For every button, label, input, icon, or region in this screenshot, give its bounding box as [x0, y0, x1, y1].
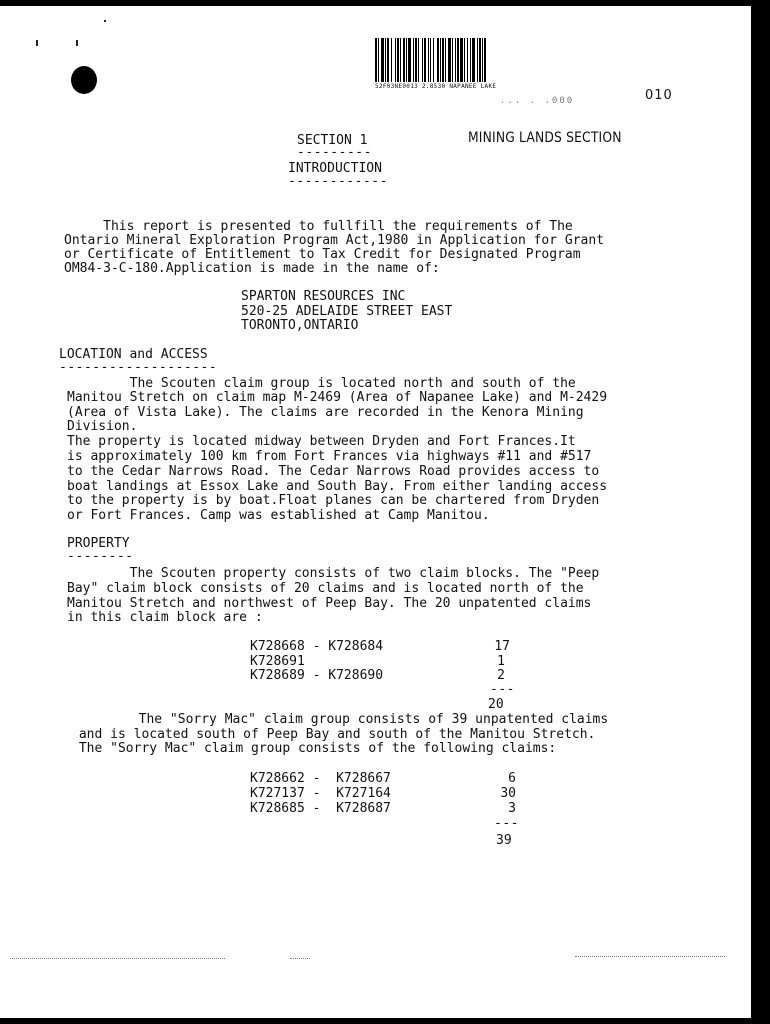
property-heading: PROPERTY — [67, 536, 130, 551]
location-line: is approximately 100 km from Fort Frances via highways #11 and #517 — [67, 449, 592, 464]
claim-range: K728662 - K728667 — [250, 771, 391, 786]
claim-count: 1 — [497, 654, 505, 669]
claim-range: K728691 — [250, 654, 305, 669]
location-line: Division. — [67, 419, 138, 434]
location-line: The Scouten claim group is located north and south of the — [67, 376, 576, 391]
intro-line: or Certificate of Entitlement to Tax Credit for Designated Program — [64, 247, 581, 262]
total-rule: --- — [494, 816, 519, 831]
sorry-mac-line: The "Sorry Mac" claim group consists of 39 unpatented claims — [76, 712, 609, 727]
intro-line: Ontario Mineral Exploration Program Act,1980 in Application for Grant — [64, 233, 605, 248]
property-line: Bay" claim block consists of 20 claims and is located north of the — [67, 581, 584, 596]
scan-artifact-line — [10, 958, 225, 959]
faint-date-stamp: ... . .000 — [500, 96, 575, 106]
location-line: to the property is by boat.Float planes can be chartered from Dryden — [67, 493, 600, 508]
address-line: SPARTON RESOURCES INC — [241, 289, 406, 304]
claim-count: 2 — [497, 668, 505, 683]
punch-hole — [71, 66, 97, 94]
barcode-text: 52F03NE0013 2.8530 NAPANEE LAKE — [375, 83, 497, 90]
scan-artifact-line — [290, 958, 310, 959]
address-line: TORONTO,ONTARIO — [241, 318, 359, 333]
location-heading-underline: ------------------- — [59, 360, 218, 375]
claim-total: 20 — [488, 697, 504, 712]
intro-line: This report is presented to fullfill the requirements of The — [64, 219, 573, 234]
property-line: Manitou Stretch and northwest of Peep Bay. The 20 unpatented claims — [67, 596, 592, 611]
property-line: in this claim block are : — [67, 610, 263, 625]
location-line: (Area of Vista Lake). The claims are recorded in the Kenora Mining — [67, 405, 584, 420]
mining-lands-stamp: MINING LANDS SECTION — [468, 130, 622, 146]
claim-total: 39 — [496, 833, 512, 848]
section-number-underline: --------- — [297, 145, 372, 160]
scan-edge-bottom — [0, 1018, 770, 1024]
scan-artifact-line — [575, 956, 725, 957]
sorry-mac-line: and is located south of Peep Bay and south of the Manitou Stretch. — [71, 727, 596, 742]
claim-range: K728689 - K728690 — [250, 668, 384, 683]
page-number: 010 — [645, 88, 673, 103]
scan-edge-top — [0, 0, 770, 6]
barcode-gap — [486, 38, 489, 82]
section-number: SECTION 1 — [297, 133, 368, 148]
scan-edge-right — [751, 0, 770, 1024]
address-line: 520-25 ADELAIDE STREET EAST — [241, 304, 453, 319]
claim-range: K728685 - K728687 — [250, 801, 391, 816]
location-line: or Fort Frances. Camp was established at Camp Manitou. — [67, 508, 490, 523]
property-line: The Scouten property consists of two claim blocks. The "Peep — [67, 566, 600, 581]
location-line: The property is located midway between Dryden and Fort Frances.It — [67, 434, 576, 449]
claim-count: 6 — [508, 771, 516, 786]
property-heading-underline: -------- — [67, 549, 134, 564]
intro-line: OM84-3-C-180.Application is made in the name of: — [64, 261, 440, 276]
claim-count: 3 — [508, 801, 516, 816]
claim-count: 30 — [500, 786, 516, 801]
claim-range: K728668 - K728684 — [250, 639, 384, 654]
section-title: INTRODUCTION — [288, 161, 382, 176]
location-line: to the Cedar Narrows Road. The Cedar Narrows Road provides access to — [67, 464, 600, 479]
sorry-mac-line: The "Sorry Mac" claim group consists of the following claims: — [71, 741, 557, 756]
location-heading: LOCATION and ACCESS — [59, 347, 208, 362]
section-title-underline: ------------ — [288, 174, 388, 189]
scan-speck — [104, 20, 106, 22]
claim-range: K727137 - K727164 — [250, 786, 391, 801]
location-line: Manitou Stretch on claim map M-2469 (Area of Napanee Lake) and M-2429 — [67, 390, 608, 405]
barcode — [375, 38, 592, 82]
scan-speck — [36, 40, 38, 46]
total-rule: --- — [490, 682, 515, 697]
scan-speck — [76, 40, 78, 46]
location-line: boat landings at Essox Lake and South Bay. From either landing access — [67, 479, 608, 494]
claim-count: 17 — [494, 639, 510, 654]
